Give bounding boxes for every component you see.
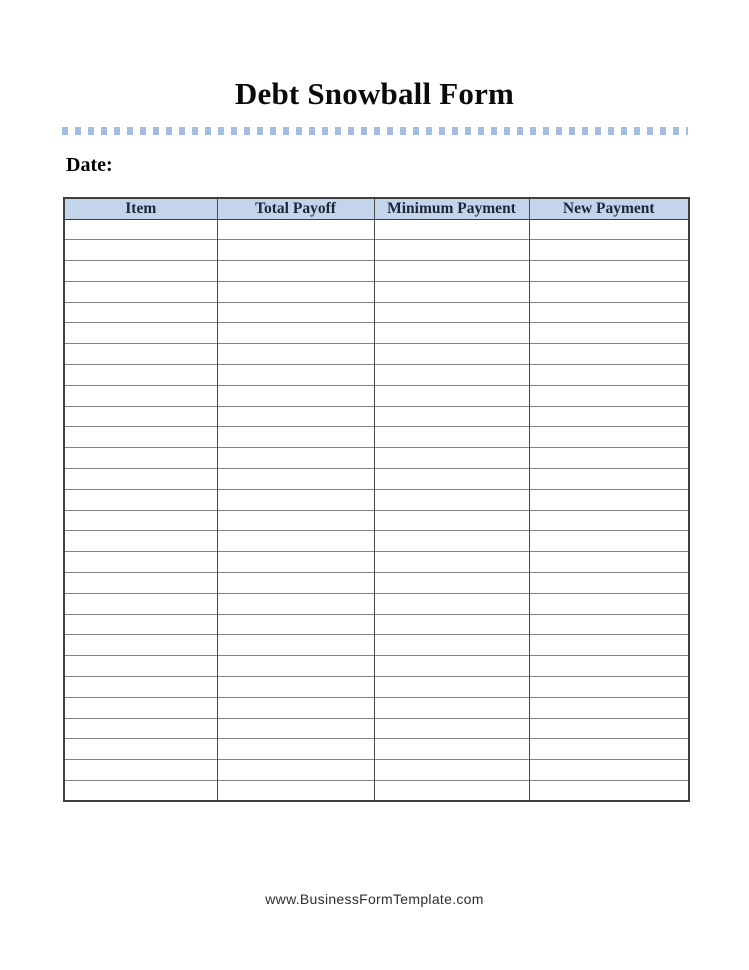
table-cell <box>374 635 529 656</box>
table-cell <box>529 281 689 302</box>
table-cell <box>529 489 689 510</box>
table-cell <box>374 240 529 261</box>
table-cell <box>529 323 689 344</box>
table-row <box>64 760 689 781</box>
table-cell <box>529 739 689 760</box>
table-cell <box>64 760 217 781</box>
table-cell <box>217 365 374 386</box>
date-label: Date: <box>66 154 113 176</box>
table-cell <box>529 344 689 365</box>
table-cell <box>374 406 529 427</box>
table-cell <box>64 739 217 760</box>
table-cell <box>374 448 529 469</box>
table-cell <box>374 323 529 344</box>
table-cell <box>529 385 689 406</box>
table-cell <box>374 677 529 698</box>
table-cell <box>64 344 217 365</box>
table-cell <box>64 406 217 427</box>
column-header-minimum-payment: Minimum Payment <box>374 198 529 219</box>
table-row <box>64 323 689 344</box>
table-row <box>64 406 689 427</box>
table-cell <box>529 510 689 531</box>
table-cell <box>374 531 529 552</box>
table-row <box>64 677 689 698</box>
table-cell <box>374 573 529 594</box>
table-row <box>64 261 689 282</box>
table-cell <box>374 510 529 531</box>
table-cell <box>217 635 374 656</box>
table-cell <box>374 552 529 573</box>
table-cell <box>529 219 689 240</box>
table-cell <box>374 718 529 739</box>
table-cell <box>374 385 529 406</box>
table-cell <box>529 593 689 614</box>
dotted-separator <box>62 127 688 135</box>
table-cell <box>64 240 217 261</box>
table-cell <box>374 656 529 677</box>
table-cell <box>64 261 217 282</box>
table-cell <box>217 427 374 448</box>
table-cell <box>374 344 529 365</box>
table-cell <box>64 677 217 698</box>
table-cell <box>374 614 529 635</box>
table-cell <box>217 552 374 573</box>
table-cell <box>217 677 374 698</box>
table-cell <box>217 697 374 718</box>
table-cell <box>64 365 217 386</box>
table-cell <box>217 406 374 427</box>
table-cell <box>217 344 374 365</box>
table-row <box>64 593 689 614</box>
table-cell <box>217 302 374 323</box>
table-cell <box>64 427 217 448</box>
table-cell <box>374 281 529 302</box>
table-cell <box>217 593 374 614</box>
table-row <box>64 718 689 739</box>
table-cell <box>217 739 374 760</box>
column-header-total-payoff: Total Payoff <box>217 198 374 219</box>
table-cell <box>529 760 689 781</box>
table-row <box>64 344 689 365</box>
table-cell <box>529 718 689 739</box>
table-cell <box>374 365 529 386</box>
table-cell <box>64 385 217 406</box>
table-cell <box>529 635 689 656</box>
table-cell <box>529 552 689 573</box>
table-cell <box>217 489 374 510</box>
table-row <box>64 427 689 448</box>
table-cell <box>529 365 689 386</box>
table-row <box>64 489 689 510</box>
table-cell <box>64 718 217 739</box>
table-cell <box>64 635 217 656</box>
table-cell <box>64 552 217 573</box>
table-cell <box>217 281 374 302</box>
table-cell <box>64 781 217 802</box>
table-cell <box>529 656 689 677</box>
table-cell <box>64 697 217 718</box>
table-cell <box>217 448 374 469</box>
table-row <box>64 573 689 594</box>
table-cell <box>529 406 689 427</box>
table-cell <box>217 614 374 635</box>
table-row <box>64 385 689 406</box>
table-row <box>64 697 689 718</box>
table-row <box>64 448 689 469</box>
table-row <box>64 219 689 240</box>
table-row <box>64 781 689 802</box>
table-cell <box>64 531 217 552</box>
table-cell <box>529 677 689 698</box>
column-header-new-payment: New Payment <box>529 198 689 219</box>
table-cell <box>64 489 217 510</box>
table-cell <box>374 489 529 510</box>
table-row <box>64 552 689 573</box>
table-row <box>64 614 689 635</box>
table-cell <box>217 573 374 594</box>
table-row <box>64 365 689 386</box>
table-cell <box>64 510 217 531</box>
table-cell <box>64 593 217 614</box>
debt-snowball-table <box>63 197 690 802</box>
table-cell <box>374 760 529 781</box>
table-cell <box>64 281 217 302</box>
table-cell <box>529 469 689 490</box>
table-cell <box>374 739 529 760</box>
table-cell <box>529 448 689 469</box>
table-cell <box>217 510 374 531</box>
table-cell <box>374 261 529 282</box>
table-cell <box>374 302 529 323</box>
table-cell <box>64 323 217 344</box>
table-cell <box>374 219 529 240</box>
table-cell <box>217 781 374 802</box>
table-cell <box>64 614 217 635</box>
table-cell <box>217 385 374 406</box>
table-cell <box>217 469 374 490</box>
page-title: Debt Snowball Form <box>234 76 515 111</box>
table-cell <box>64 469 217 490</box>
table-cell <box>64 656 217 677</box>
table-cell <box>374 697 529 718</box>
table-cell <box>64 573 217 594</box>
table-cell <box>217 531 374 552</box>
table-row <box>64 240 689 261</box>
table-cell <box>374 593 529 614</box>
table-cell <box>529 531 689 552</box>
table-cell <box>217 760 374 781</box>
table-row <box>64 469 689 490</box>
table-cell <box>64 302 217 323</box>
table-cell <box>529 781 689 802</box>
table-cell <box>529 302 689 323</box>
table-cell <box>529 240 689 261</box>
table-cell <box>64 219 217 240</box>
table-cell <box>217 219 374 240</box>
table-body <box>64 219 689 801</box>
table-cell <box>217 718 374 739</box>
table-header-row <box>64 198 689 219</box>
table-cell <box>217 656 374 677</box>
table-cell <box>64 448 217 469</box>
table-cell <box>529 697 689 718</box>
table-row <box>64 531 689 552</box>
table-row <box>64 635 689 656</box>
table-row <box>64 281 689 302</box>
footer-url: www.BusinessFormTemplate.com <box>265 891 484 907</box>
table-cell <box>374 781 529 802</box>
table-cell <box>529 573 689 594</box>
table-cell <box>529 261 689 282</box>
table-cell <box>374 427 529 448</box>
table-cell <box>217 240 374 261</box>
table-row <box>64 739 689 760</box>
table-cell <box>217 323 374 344</box>
table-cell <box>374 469 529 490</box>
table-cell <box>217 261 374 282</box>
table-row <box>64 302 689 323</box>
table-cell <box>529 427 689 448</box>
column-header-item: Item <box>64 198 217 219</box>
table-row <box>64 510 689 531</box>
table-row <box>64 656 689 677</box>
table-cell <box>529 614 689 635</box>
